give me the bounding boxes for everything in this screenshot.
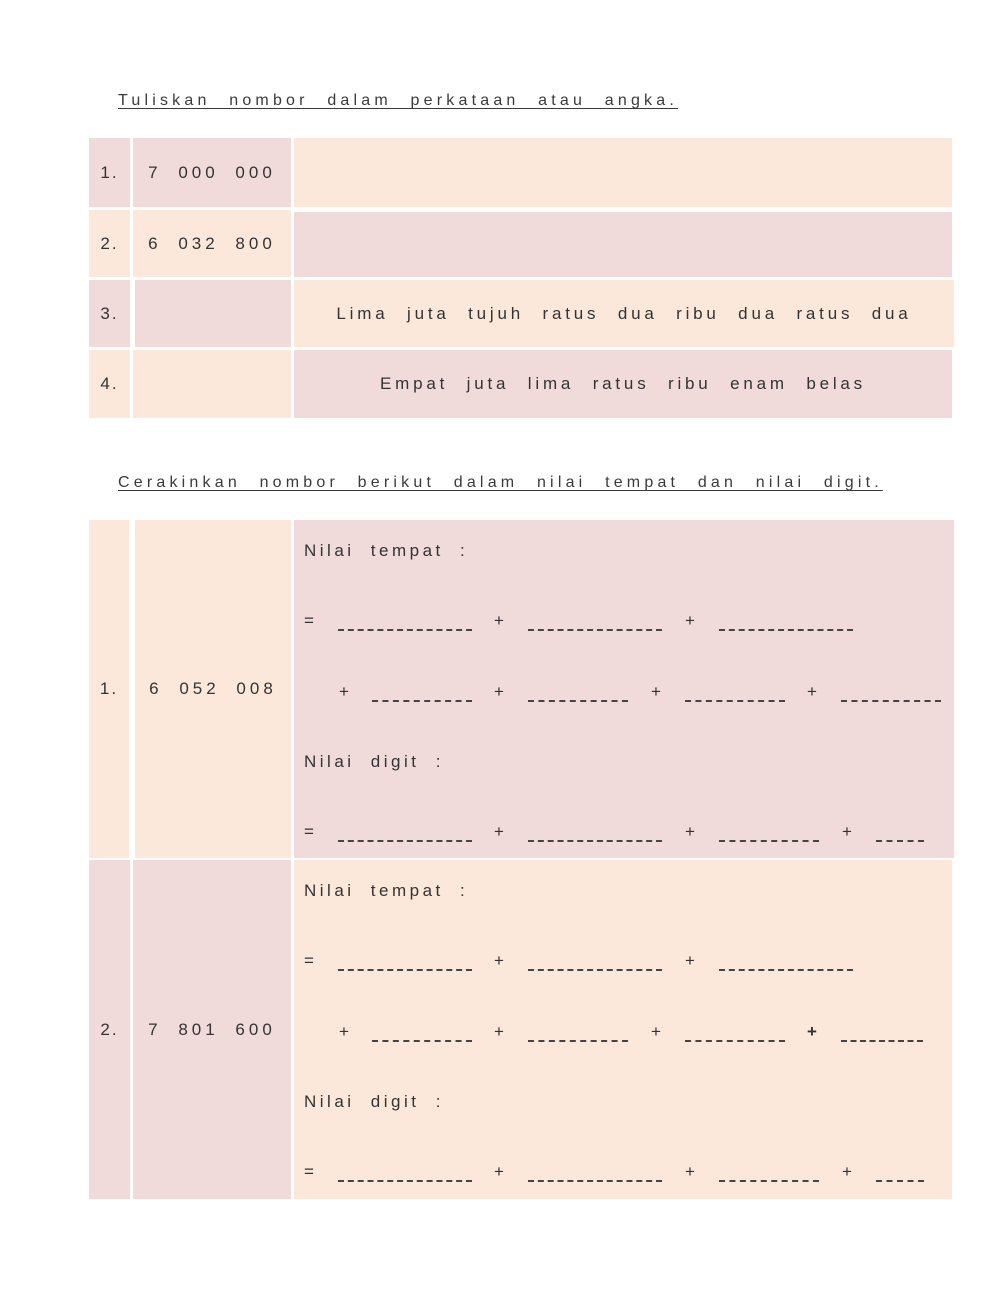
digit-value-row: [304, 822, 954, 846]
row-number-4: 4.: [89, 350, 130, 418]
plus-sign: +: [842, 1162, 852, 1181]
answer-blank[interactable]: [372, 700, 472, 702]
plus-sign: +: [807, 682, 817, 701]
answer-blank[interactable]: [876, 840, 924, 842]
answer-blank[interactable]: [528, 629, 662, 631]
plus-sign: +: [494, 1162, 504, 1181]
answer-blank[interactable]: [338, 840, 472, 842]
answer-field-2[interactable]: [294, 212, 952, 277]
plus-sign: +: [685, 611, 695, 630]
answer-field-4[interactable]: [133, 350, 291, 418]
answer-blank[interactable]: [528, 969, 662, 971]
answer-field-1[interactable]: [294, 138, 952, 207]
item-value-2: 7 801 600: [133, 860, 291, 1199]
row-number-3: 3.: [89, 280, 130, 347]
answer-blank[interactable]: [372, 1040, 472, 1042]
equals-sign: =: [304, 951, 314, 970]
answer-blank[interactable]: [876, 1180, 924, 1182]
equals-sign: =: [304, 1162, 314, 1181]
place-value-row-1: [304, 611, 954, 635]
answer-blank[interactable]: [685, 700, 785, 702]
breakdown-panel-1: [294, 520, 954, 858]
item-number-2: 2.: [89, 860, 130, 1199]
answer-blank[interactable]: [338, 629, 472, 631]
answer-blank[interactable]: [338, 969, 472, 971]
answer-blank[interactable]: [841, 1040, 923, 1042]
words-cell-4: Empat juta lima ratus ribu enam belas: [294, 350, 952, 418]
plus-sign: +: [494, 682, 504, 701]
plus-sign: +: [494, 951, 504, 970]
equals-sign: =: [304, 822, 314, 841]
answer-blank[interactable]: [528, 1040, 628, 1042]
words-cell-3: Lima juta tujuh ratus dua ribu dua ratus dua: [294, 280, 954, 347]
plus-sign: +: [807, 1022, 817, 1041]
section1-heading: Tuliskan nombor dalam perkataan atau angka.: [118, 92, 678, 109]
place-value-row-1: [304, 951, 952, 975]
plus-sign: +: [339, 682, 349, 701]
plus-sign: +: [842, 822, 852, 841]
breakdown-panel-2: [294, 860, 952, 1199]
number-cell-1: 7 000 000: [133, 138, 291, 207]
digit-value-row: [304, 1162, 952, 1186]
plus-sign: +: [494, 611, 504, 630]
plus-sign: +: [651, 682, 661, 701]
place-value-label: Nilai tempat :: [304, 541, 469, 560]
plus-sign: +: [651, 1022, 661, 1041]
plus-sign: +: [685, 951, 695, 970]
answer-blank[interactable]: [719, 969, 853, 971]
section2-heading: Cerakinkan nombor berikut dalam nilai tempat dan nilai digit.: [118, 474, 883, 491]
answer-blank[interactable]: [528, 700, 628, 702]
digit-value-label: Nilai digit :: [304, 752, 444, 771]
answer-blank[interactable]: [528, 840, 662, 842]
place-value-label: Nilai tempat :: [304, 881, 469, 900]
plus-sign: +: [494, 1022, 504, 1041]
digit-value-label: Nilai digit :: [304, 1092, 444, 1111]
item-value-1: 6 052 008: [135, 520, 291, 858]
answer-blank[interactable]: [719, 1180, 819, 1182]
row-number-2: 2.: [89, 210, 130, 277]
equals-sign: =: [304, 611, 314, 630]
answer-field-3[interactable]: [135, 280, 291, 347]
answer-blank[interactable]: [685, 1040, 785, 1042]
answer-blank[interactable]: [338, 1180, 472, 1182]
place-value-row-2: [304, 1022, 952, 1046]
place-value-row-2: [304, 682, 954, 706]
plus-sign: +: [685, 822, 695, 841]
answer-blank[interactable]: [841, 700, 941, 702]
answer-blank[interactable]: [528, 1180, 662, 1182]
answer-blank[interactable]: [719, 629, 853, 631]
plus-sign: +: [685, 1162, 695, 1181]
plus-sign: +: [339, 1022, 349, 1041]
answer-blank[interactable]: [719, 840, 819, 842]
item-number-1: 1.: [89, 520, 129, 858]
number-cell-2: 6 032 800: [133, 210, 291, 277]
row-number-1: 1.: [89, 138, 130, 207]
plus-sign: +: [494, 822, 504, 841]
